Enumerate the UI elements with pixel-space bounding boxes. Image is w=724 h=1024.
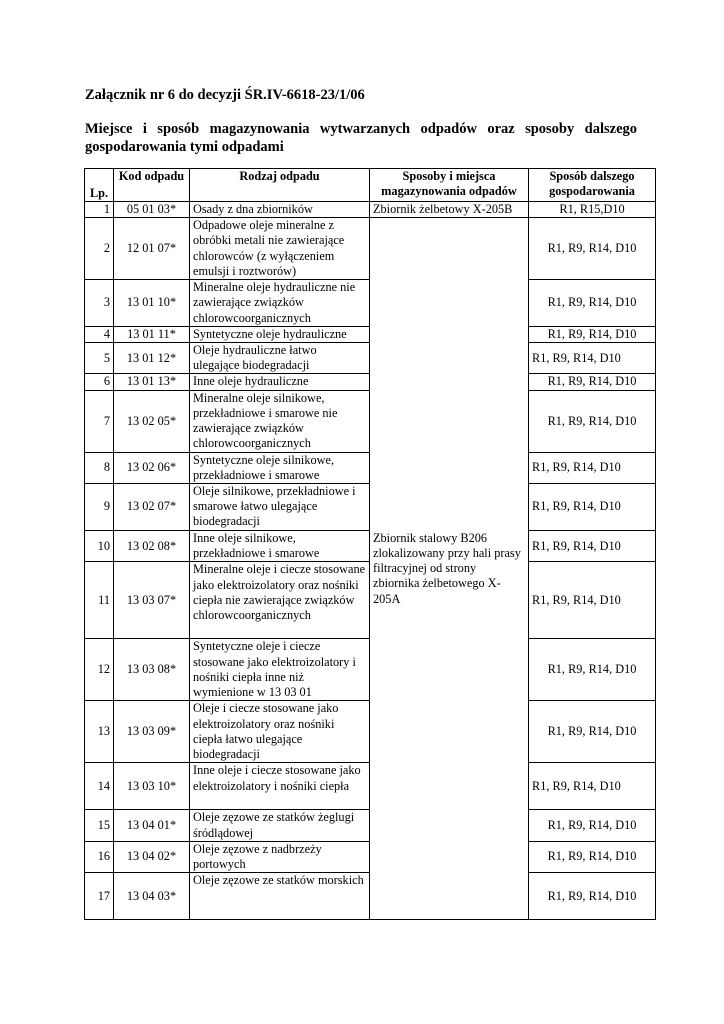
cell-rodzaj: Inne oleje i ciecze stosowane jako elektroizolatory i nośniki ciepła xyxy=(190,763,370,810)
cell-lp: 1 xyxy=(85,202,114,218)
cell-rodzaj: Osady z dna zbiorników xyxy=(190,202,370,218)
cell-metoda: R1, R9, R14, D10 xyxy=(529,701,656,763)
cell-kod: 13 01 10* xyxy=(114,280,190,327)
cell-kod: 13 03 07* xyxy=(114,562,190,639)
cell-lp: 6 xyxy=(85,374,114,390)
cell-kod: 13 01 13* xyxy=(114,374,190,390)
cell-lp: 9 xyxy=(85,484,114,531)
cell-kod: 13 04 01* xyxy=(114,810,190,841)
cell-rodzaj: Syntetyczne oleje i ciecze stosowane jako elektroizolatory i nośniki ciepła inne niż wymienione w 13 03 01 xyxy=(190,639,370,701)
cell-lp: 4 xyxy=(85,326,114,342)
cell-rodzaj: Mineralne oleje hydrauliczne nie zawierające związków chlorowcoorganicznych xyxy=(190,280,370,327)
cell-rodzaj: Mineralne oleje silnikowe, przekładniowe i smarowe nie zawierające związków chlorowcoorganicznych xyxy=(190,390,370,452)
cell-rodzaj: Odpadowe oleje mineralne z obróbki metali nie zawierające chlorowców (z wyłączeniem emulsji i roztworów) xyxy=(190,218,370,280)
cell-kod: 13 03 09* xyxy=(114,701,190,763)
table-row xyxy=(85,218,656,280)
table-header-row xyxy=(85,169,656,202)
cell-lp: 15 xyxy=(85,810,114,841)
cell-metoda: R1, R9, R14, D10 xyxy=(529,326,656,342)
cell-rodzaj: Oleje zęzowe ze statków morskich xyxy=(190,873,370,920)
cell-kod: 13 02 08* xyxy=(114,531,190,562)
cell-kod: 13 03 10* xyxy=(114,763,190,810)
cell-storage-first: Zbiornik żelbetowy X-205B xyxy=(370,202,529,218)
cell-metoda: R1, R9, R14, D10 xyxy=(529,639,656,701)
cell-metoda: R1, R9, R14, D10 xyxy=(529,280,656,327)
cell-storage-main: Zbiornik stalowy B206 zlokalizowany przy hali prasy filtracyjnej od strony zbiornika żelbetowego X-205A xyxy=(370,218,529,920)
cell-rodzaj: Mineralne oleje i ciecze stosowane jako elektroizolatory oraz nośniki ciepła nie zawierające związków chlorowcoorganicznych xyxy=(190,562,370,639)
cell-metoda: R1, R9, R14, D10 xyxy=(529,343,656,374)
cell-lp: 10 xyxy=(85,531,114,562)
cell-lp: 11 xyxy=(85,562,114,639)
cell-metoda: R1, R9, R14, D10 xyxy=(529,218,656,280)
cell-rodzaj: Oleje silnikowe, przekładniowe i smarowe łatwo ulegające biodegradacji xyxy=(190,484,370,531)
cell-metoda: R1, R9, R14, D10 xyxy=(529,484,656,531)
cell-kod: 13 03 08* xyxy=(114,639,190,701)
cell-metoda: R1, R9, R14, D10 xyxy=(529,562,656,639)
cell-kod: 13 02 07* xyxy=(114,484,190,531)
cell-lp: 13 xyxy=(85,701,114,763)
cell-lp: 17 xyxy=(85,873,114,920)
cell-lp: 7 xyxy=(85,390,114,452)
header-kod: Kod odpadu xyxy=(114,169,190,202)
cell-kod: 12 01 07* xyxy=(114,218,190,280)
cell-metoda: R1, R9, R14, D10 xyxy=(529,841,656,872)
cell-metoda: R1, R9, R14, D10 xyxy=(529,374,656,390)
table-row xyxy=(85,202,656,218)
cell-rodzaj: Syntetyczne oleje silnikowe, przekładniowe i smarowe xyxy=(190,452,370,483)
header-sposob-dalszego: Sposób dalszego gospodarowania xyxy=(529,169,656,202)
cell-rodzaj: Oleje i ciecze stosowane jako elektroizolatory oraz nośniki ciepła łatwo ulegające biodegradacji xyxy=(190,701,370,763)
header-sposoby: Sposoby i miejsca magazynowania odpadów xyxy=(370,169,529,202)
cell-metoda: R1, R9, R14, D10 xyxy=(529,873,656,920)
header-rodzaj: Rodzaj odpadu xyxy=(190,169,370,202)
cell-rodzaj: Oleje zęzowe ze statków żeglugi śródlądowej xyxy=(190,810,370,841)
cell-metoda: R1, R15,D10 xyxy=(529,202,656,218)
waste-table xyxy=(84,168,656,920)
cell-lp: 5 xyxy=(85,343,114,374)
cell-lp: 14 xyxy=(85,763,114,810)
cell-rodzaj: Inne oleje silnikowe, przekładniowe i smarowe xyxy=(190,531,370,562)
cell-metoda: R1, R9, R14, D10 xyxy=(529,452,656,483)
cell-metoda: R1, R9, R14, D10 xyxy=(529,531,656,562)
cell-lp: 8 xyxy=(85,452,114,483)
cell-metoda: R1, R9, R14, D10 xyxy=(529,390,656,452)
cell-kod: 13 02 06* xyxy=(114,452,190,483)
cell-lp: 2 xyxy=(85,218,114,280)
cell-lp: 3 xyxy=(85,280,114,327)
cell-metoda: R1, R9, R14, D10 xyxy=(529,763,656,810)
cell-lp: 16 xyxy=(85,841,114,872)
cell-rodzaj: Oleje zęzowe z nadbrzeży portowych xyxy=(190,841,370,872)
document-title: Załącznik nr 6 do decyzji ŚR.IV-6618-23/1/06 xyxy=(85,87,365,103)
cell-lp: 12 xyxy=(85,639,114,701)
cell-rodzaj: Syntetyczne oleje hydrauliczne xyxy=(190,326,370,342)
cell-kod: 05 01 03* xyxy=(114,202,190,218)
cell-rodzaj: Inne oleje hydrauliczne xyxy=(190,374,370,390)
cell-kod: 13 04 02* xyxy=(114,841,190,872)
cell-rodzaj: Oleje hydrauliczne łatwo ulegające biodegradacji xyxy=(190,343,370,374)
cell-metoda: R1, R9, R14, D10 xyxy=(529,810,656,841)
cell-kod: 13 01 11* xyxy=(114,326,190,342)
document-subtitle: Miejsce i sposób magazynowania wytwarzanych odpadów oraz sposoby dalszego gospodarowania tymi odpadami xyxy=(85,121,637,155)
cell-kod: 13 01 12* xyxy=(114,343,190,374)
header-lp: Lp. xyxy=(85,169,114,202)
cell-kod: 13 02 05* xyxy=(114,390,190,452)
cell-kod: 13 04 03* xyxy=(114,873,190,920)
